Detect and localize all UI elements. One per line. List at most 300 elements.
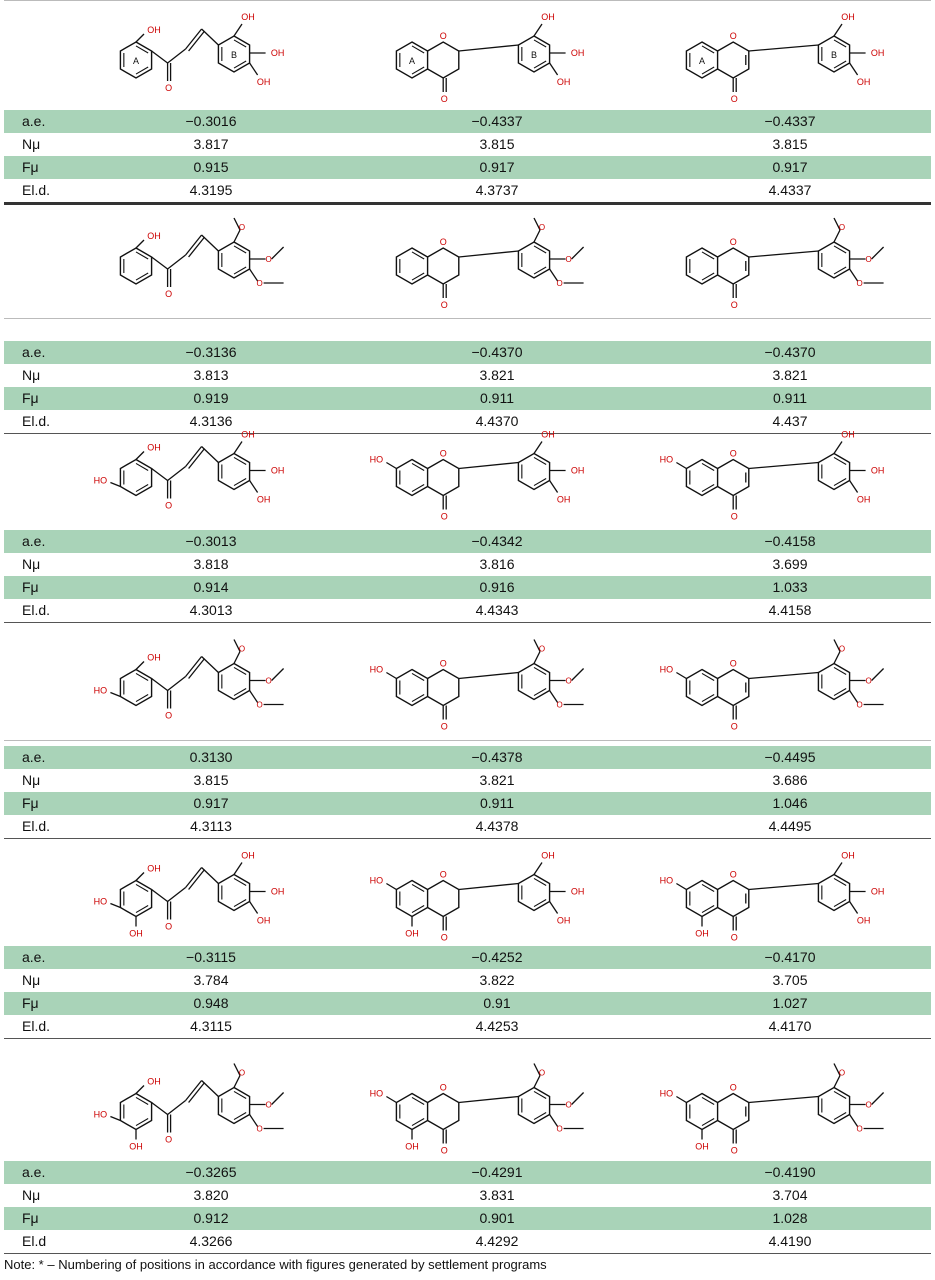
table-cell: −0.3265	[185, 1164, 237, 1180]
table-cell: 4.4495	[768, 818, 812, 834]
value-block	[4, 110, 931, 205]
molecule-diagram	[364, 417, 624, 530]
carbonyl-oxygen: O	[165, 921, 173, 932]
table-cell: −0.4252	[471, 949, 523, 965]
hydroxyl-label: OH	[856, 915, 871, 926]
table-row	[4, 364, 931, 387]
carbonyl-oxygen: O	[165, 500, 173, 511]
flavanone-structure	[364, 206, 624, 318]
table-cell: 3.817	[193, 136, 229, 152]
ring-a	[120, 1094, 151, 1130]
row-label: a.e.	[22, 533, 46, 549]
table-row	[4, 553, 931, 576]
ring-a	[396, 881, 427, 917]
ring-a-label: A	[698, 56, 706, 66]
hydroxyl-label: OH	[241, 12, 255, 22]
table-cell: 4.3115	[190, 1018, 232, 1034]
ring-b	[818, 875, 849, 911]
ring-a	[686, 248, 717, 284]
table-cell: 3.784	[193, 972, 229, 988]
hydroxyl-label: HO	[659, 1088, 674, 1099]
hydroxyl-label: OH	[129, 1141, 143, 1152]
table-cell: 3.815	[193, 772, 229, 788]
row-label: El.d.	[22, 413, 51, 429]
table-cell: 0.912	[193, 1210, 229, 1226]
ring-b	[518, 454, 549, 490]
structure-row	[4, 206, 931, 319]
row-label: El.d.	[22, 602, 51, 618]
hydroxyl-label: OH	[541, 12, 555, 22]
hydroxyl-label: OH	[147, 1076, 161, 1087]
hydroxyl-label: OH	[256, 915, 271, 926]
carbonyl-oxygen: O	[730, 721, 738, 732]
hydroxyl-label: HO	[659, 875, 674, 886]
molecule-diagram	[364, 1051, 624, 1164]
chalcone-structure	[94, 1051, 324, 1164]
ring-oxygen: O	[439, 658, 447, 669]
oxygen-label: O	[538, 223, 546, 232]
row-label: Fμ	[22, 795, 39, 811]
table-cell: 4.4190	[768, 1233, 812, 1249]
hydroxyl-label: OH	[256, 494, 271, 505]
ring-b	[818, 454, 849, 490]
ring-a	[120, 881, 151, 917]
ring-c	[718, 670, 749, 706]
table-row	[4, 792, 931, 815]
table-cell: 4.4337	[768, 182, 812, 198]
row-label: El.d.	[22, 818, 51, 834]
table-cell: −0.3016	[185, 113, 237, 129]
table-note: Note: * – Numbering of positions in accordance with figures generated by settlement programs	[4, 1257, 547, 1272]
ring-b	[518, 664, 549, 700]
table-row	[4, 1161, 931, 1184]
hydroxyl-label: OH	[870, 465, 885, 476]
molecule-diagram	[654, 417, 924, 530]
ring-a-label: A	[408, 56, 416, 66]
flavanone-structure	[364, 1, 624, 111]
row-label: Fμ	[22, 579, 39, 595]
ring-c	[428, 881, 459, 917]
hydroxyl-label: OH	[870, 48, 885, 58]
chalcone-structure	[94, 837, 324, 952]
flavanone-structure	[364, 1051, 624, 1164]
molecule-diagram	[654, 1051, 924, 1164]
hydroxyl-label: OH	[841, 12, 855, 22]
ring-b	[218, 664, 249, 700]
oxygen-label: O	[856, 700, 863, 710]
ring-a	[396, 670, 427, 706]
hydroxyl-label: OH	[541, 429, 555, 440]
table-cell: 1.027	[772, 995, 808, 1011]
row-label: a.e.	[22, 344, 46, 360]
hydroxyl-label: OH	[570, 465, 585, 476]
table-cell: −0.4495	[764, 749, 816, 765]
oxygen-label: O	[565, 1100, 572, 1110]
hydroxyl-label: OH	[556, 494, 571, 505]
ring-a	[120, 460, 151, 496]
oxygen-label: O	[556, 1124, 563, 1134]
hydroxyl-label: OH	[541, 850, 555, 861]
table-cell: 0.911	[480, 390, 514, 406]
table-cell: 0.915	[193, 159, 229, 175]
table-cell: 4.4370	[475, 413, 519, 429]
hydroxyl-label: OH	[556, 77, 571, 87]
ring-oxygen: O	[439, 448, 447, 459]
table-cell: 4.4343	[475, 602, 519, 618]
carbonyl-oxygen: O	[440, 721, 448, 732]
ring-oxygen: O	[729, 658, 737, 669]
chalcone-structure	[94, 627, 324, 740]
row-label: Nμ	[22, 972, 41, 988]
table-cell: −0.3115	[186, 949, 236, 965]
oxygen-label: O	[856, 279, 863, 288]
table-cell: 3.822	[479, 972, 515, 988]
table-cell: −0.4337	[764, 113, 816, 129]
molecule-diagram	[364, 1, 624, 111]
carbonyl-oxygen: O	[440, 932, 448, 943]
table-cell: 0.916	[479, 579, 515, 595]
chalcone-structure	[94, 206, 324, 318]
ring-oxygen: O	[439, 869, 447, 880]
hydroxyl-label: HO	[369, 1088, 384, 1099]
ring-c	[718, 1094, 749, 1130]
ring-b-label: B	[830, 50, 838, 60]
row-label: Nμ	[22, 367, 41, 383]
ring-oxygen: O	[729, 237, 737, 247]
table-row	[4, 179, 931, 202]
hydroxyl-label: OH	[147, 652, 161, 663]
hydroxyl-label: HO	[369, 875, 384, 886]
ring-a	[120, 670, 151, 706]
table-cell: 3.821	[772, 367, 808, 383]
table-row	[4, 341, 931, 364]
table-cell: 0.948	[193, 995, 229, 1011]
hydroxyl-label: OH	[270, 48, 285, 58]
table-cell: 0.911	[773, 390, 807, 406]
table-row	[4, 815, 931, 838]
ring-b	[818, 664, 849, 700]
table-row	[4, 1015, 931, 1038]
table-cell: 3.821	[479, 772, 515, 788]
hydroxyl-label: OH	[129, 928, 143, 939]
hydroxyl-label: OH	[570, 48, 585, 58]
carbonyl-oxygen: O	[440, 94, 448, 104]
table-cell: 4.4378	[475, 818, 519, 834]
oxygen-label: O	[838, 644, 846, 654]
oxygen-label: O	[538, 1068, 546, 1078]
carbonyl-oxygen: O	[440, 511, 448, 522]
table-cell: 0.911	[480, 795, 514, 811]
oxygen-label: O	[565, 255, 572, 264]
table-row	[4, 1230, 931, 1253]
table-row	[4, 769, 931, 792]
hydroxyl-label: OH	[841, 850, 855, 861]
table-cell: 0.917	[479, 159, 515, 175]
hydroxyl-label: OH	[147, 231, 161, 241]
oxygen-label: O	[238, 1068, 246, 1078]
ring-c	[428, 42, 459, 78]
ring-oxygen: O	[729, 448, 737, 459]
oxygen-label: O	[556, 700, 563, 710]
table-cell: 3.816	[479, 556, 515, 572]
ring-c	[428, 1094, 459, 1130]
ring-a	[396, 1094, 427, 1130]
table-cell: 3.705	[772, 972, 808, 988]
hydroxyl-label: HO	[94, 1109, 108, 1120]
table-cell: 0.3130	[189, 749, 233, 765]
ring-oxygen: O	[729, 869, 737, 880]
oxygen-label: O	[238, 644, 246, 654]
ring-c	[718, 881, 749, 917]
hydroxyl-label: OH	[256, 77, 271, 87]
table-cell: 0.919	[193, 390, 229, 406]
ring-b	[518, 1088, 549, 1124]
molecule-diagram	[654, 627, 924, 740]
table-cell: 1.028	[772, 1210, 808, 1226]
carbonyl-oxygen: O	[440, 300, 448, 310]
table-row	[4, 110, 931, 133]
ring-a	[686, 1094, 717, 1130]
hydroxyl-label: HO	[369, 664, 384, 675]
hydroxyl-label: HO	[94, 475, 108, 486]
ring-b-label: B	[230, 50, 238, 60]
chalcone-structure	[94, 417, 324, 530]
flavone-structure	[654, 837, 924, 952]
table-cell: 3.820	[193, 1187, 229, 1203]
oxygen-label: O	[265, 676, 272, 686]
flavanone-structure	[364, 417, 624, 530]
flavone-structure	[654, 206, 924, 318]
table-row	[4, 992, 931, 1015]
table-cell: −0.4190	[764, 1164, 816, 1180]
molecule-diagram	[654, 206, 924, 318]
table-cell: 0.91	[483, 995, 511, 1011]
table-row	[4, 746, 931, 769]
carbonyl-oxygen: O	[730, 94, 738, 104]
hydroxyl-label: OH	[405, 1141, 419, 1152]
hydroxyl-label: OH	[841, 429, 855, 440]
ring-b	[218, 875, 249, 911]
hydroxyl-label: OH	[570, 886, 585, 897]
table-cell: 4.3013	[189, 602, 233, 618]
table-cell: 3.815	[772, 136, 808, 152]
oxygen-label: O	[865, 1100, 872, 1110]
hydroxyl-label: HO	[94, 896, 108, 907]
molecule-diagram	[94, 627, 324, 740]
hydroxyl-label: HO	[659, 664, 674, 675]
table-cell: −0.4170	[764, 949, 816, 965]
hydroxyl-label: OH	[270, 465, 285, 476]
value-block	[4, 1161, 931, 1254]
hydroxyl-label: OH	[405, 928, 419, 939]
ring-oxygen: O	[439, 1082, 447, 1093]
row-label: El.d.	[22, 182, 51, 198]
flavanone-structure	[364, 627, 624, 740]
table-cell: 4.3113	[190, 818, 232, 834]
ring-a	[686, 460, 717, 496]
ring-b	[818, 242, 849, 278]
oxygen-label: O	[265, 1100, 272, 1110]
flavone-structure	[654, 1, 924, 111]
flavone-structure	[654, 1051, 924, 1164]
table-cell: −0.3013	[185, 533, 237, 549]
row-label: Nμ	[22, 772, 41, 788]
ring-b	[518, 875, 549, 911]
table-cell: −0.3136	[185, 344, 237, 360]
carbonyl-oxygen: O	[165, 710, 173, 721]
row-label: Nμ	[22, 556, 41, 572]
carbonyl-oxygen: O	[730, 300, 738, 310]
row-label: Nμ	[22, 1187, 41, 1203]
carbonyl-oxygen: O	[730, 511, 738, 522]
table-cell: −0.4370	[764, 344, 816, 360]
table-cell: 4.3195	[189, 182, 233, 198]
ring-c	[428, 670, 459, 706]
molecule-diagram	[94, 1051, 324, 1164]
table-cell: 3.699	[772, 556, 808, 572]
ring-a	[120, 248, 151, 284]
ring-oxygen: O	[729, 1082, 737, 1093]
hydroxyl-label: OH	[695, 1141, 709, 1152]
carbonyl-oxygen: O	[440, 1145, 448, 1156]
row-label: Fμ	[22, 1210, 39, 1226]
molecule-diagram	[94, 417, 324, 530]
ring-c	[718, 248, 749, 284]
table-row	[4, 133, 931, 156]
table-cell: 4.4292	[475, 1233, 519, 1249]
ring-c	[428, 248, 459, 284]
ring-a	[396, 248, 427, 284]
molecule-diagram	[94, 1, 324, 111]
table-cell: −0.4370	[471, 344, 523, 360]
hydroxyl-label: OH	[241, 850, 255, 861]
table-cell: 0.914	[193, 579, 229, 595]
molecule-diagram	[364, 627, 624, 740]
structure-row	[4, 417, 931, 531]
hydroxyl-label: OH	[147, 863, 161, 874]
hydroxyl-label: OH	[270, 886, 285, 897]
ring-b	[218, 242, 249, 278]
flavone-structure	[654, 417, 924, 530]
hydroxyl-label: OH	[147, 442, 161, 453]
table-row	[4, 969, 931, 992]
oxygen-label: O	[256, 700, 263, 710]
ring-c	[428, 460, 459, 496]
table-cell: 3.821	[479, 367, 515, 383]
table-cell: 4.4170	[768, 1018, 812, 1034]
ring-oxygen: O	[439, 237, 447, 247]
ring-a	[686, 670, 717, 706]
molecule-diagram	[654, 837, 924, 952]
row-label: Fμ	[22, 995, 39, 1011]
oxygen-label: O	[565, 676, 572, 686]
table-cell: 3.704	[772, 1187, 808, 1203]
table-cell: 0.917	[772, 159, 808, 175]
ring-c	[718, 460, 749, 496]
ring-oxygen: O	[729, 31, 737, 41]
hydroxyl-label: OH	[556, 915, 571, 926]
table-cell: −0.4378	[471, 749, 523, 765]
table-cell: 3.818	[193, 556, 229, 572]
table-cell: −0.4337	[471, 113, 523, 129]
structure-row	[4, 0, 931, 112]
table-row	[4, 387, 931, 410]
hydroxyl-label: HO	[659, 454, 674, 465]
row-label: Nμ	[22, 136, 41, 152]
table-row	[4, 1207, 931, 1230]
carbonyl-oxygen: O	[165, 289, 173, 299]
table-cell: 4.437	[772, 413, 808, 429]
row-label: Fμ	[22, 159, 39, 175]
ring-c	[718, 42, 749, 78]
oxygen-label: O	[556, 279, 563, 288]
molecule-diagram	[654, 1, 924, 111]
structure-row	[4, 1051, 931, 1165]
table-cell: 1.033	[772, 579, 808, 595]
table-cell: 3.815	[479, 136, 515, 152]
hydroxyl-label: OH	[147, 25, 161, 35]
structure-row	[4, 627, 931, 741]
row-label: a.e.	[22, 113, 46, 129]
ring-b	[518, 242, 549, 278]
table-cell: 4.3737	[475, 182, 519, 198]
flavone-structure	[654, 627, 924, 740]
molecule-diagram	[94, 206, 324, 318]
oxygen-label: O	[538, 644, 546, 654]
structure-row	[4, 837, 931, 953]
table-row	[4, 599, 931, 622]
table-cell: −0.4158	[764, 533, 816, 549]
row-label: El.d	[22, 1233, 47, 1249]
row-label: Fμ	[22, 390, 39, 406]
table-cell: 3.813	[193, 367, 229, 383]
table-cell: 0.917	[193, 795, 229, 811]
ring-a	[396, 460, 427, 496]
chalcone-structure	[94, 1, 324, 111]
hydroxyl-label: HO	[94, 685, 108, 696]
oxygen-label: O	[838, 1068, 846, 1078]
ring-b	[218, 454, 249, 490]
row-label: a.e.	[22, 949, 46, 965]
oxygen-label: O	[838, 223, 846, 232]
hydroxyl-label: OH	[856, 494, 871, 505]
oxygen-label: O	[265, 255, 272, 264]
hydroxyl-label: OH	[870, 886, 885, 897]
table-row	[4, 576, 931, 599]
value-block	[4, 746, 931, 839]
table-row	[4, 1184, 931, 1207]
table-cell: 4.4158	[768, 602, 812, 618]
molecule-diagram	[364, 206, 624, 318]
row-label: a.e.	[22, 1164, 46, 1180]
molecule-diagram	[364, 837, 624, 952]
oxygen-label: O	[256, 1124, 263, 1134]
row-label: El.d.	[22, 1018, 51, 1034]
oxygen-label: O	[238, 223, 246, 232]
oxygen-label: O	[856, 1124, 863, 1134]
table-cell: −0.4291	[471, 1164, 523, 1180]
ring-a-label: A	[132, 56, 140, 66]
table-cell: 3.686	[772, 772, 808, 788]
ring-b-label: B	[530, 50, 538, 60]
table-cell: 4.4253	[475, 1018, 519, 1034]
ring-b	[218, 1088, 249, 1124]
table-cell: 4.3136	[189, 413, 233, 429]
value-block	[4, 946, 931, 1039]
flavanone-structure	[364, 837, 624, 952]
molecule-diagram	[94, 837, 324, 952]
ring-oxygen: O	[439, 31, 447, 41]
